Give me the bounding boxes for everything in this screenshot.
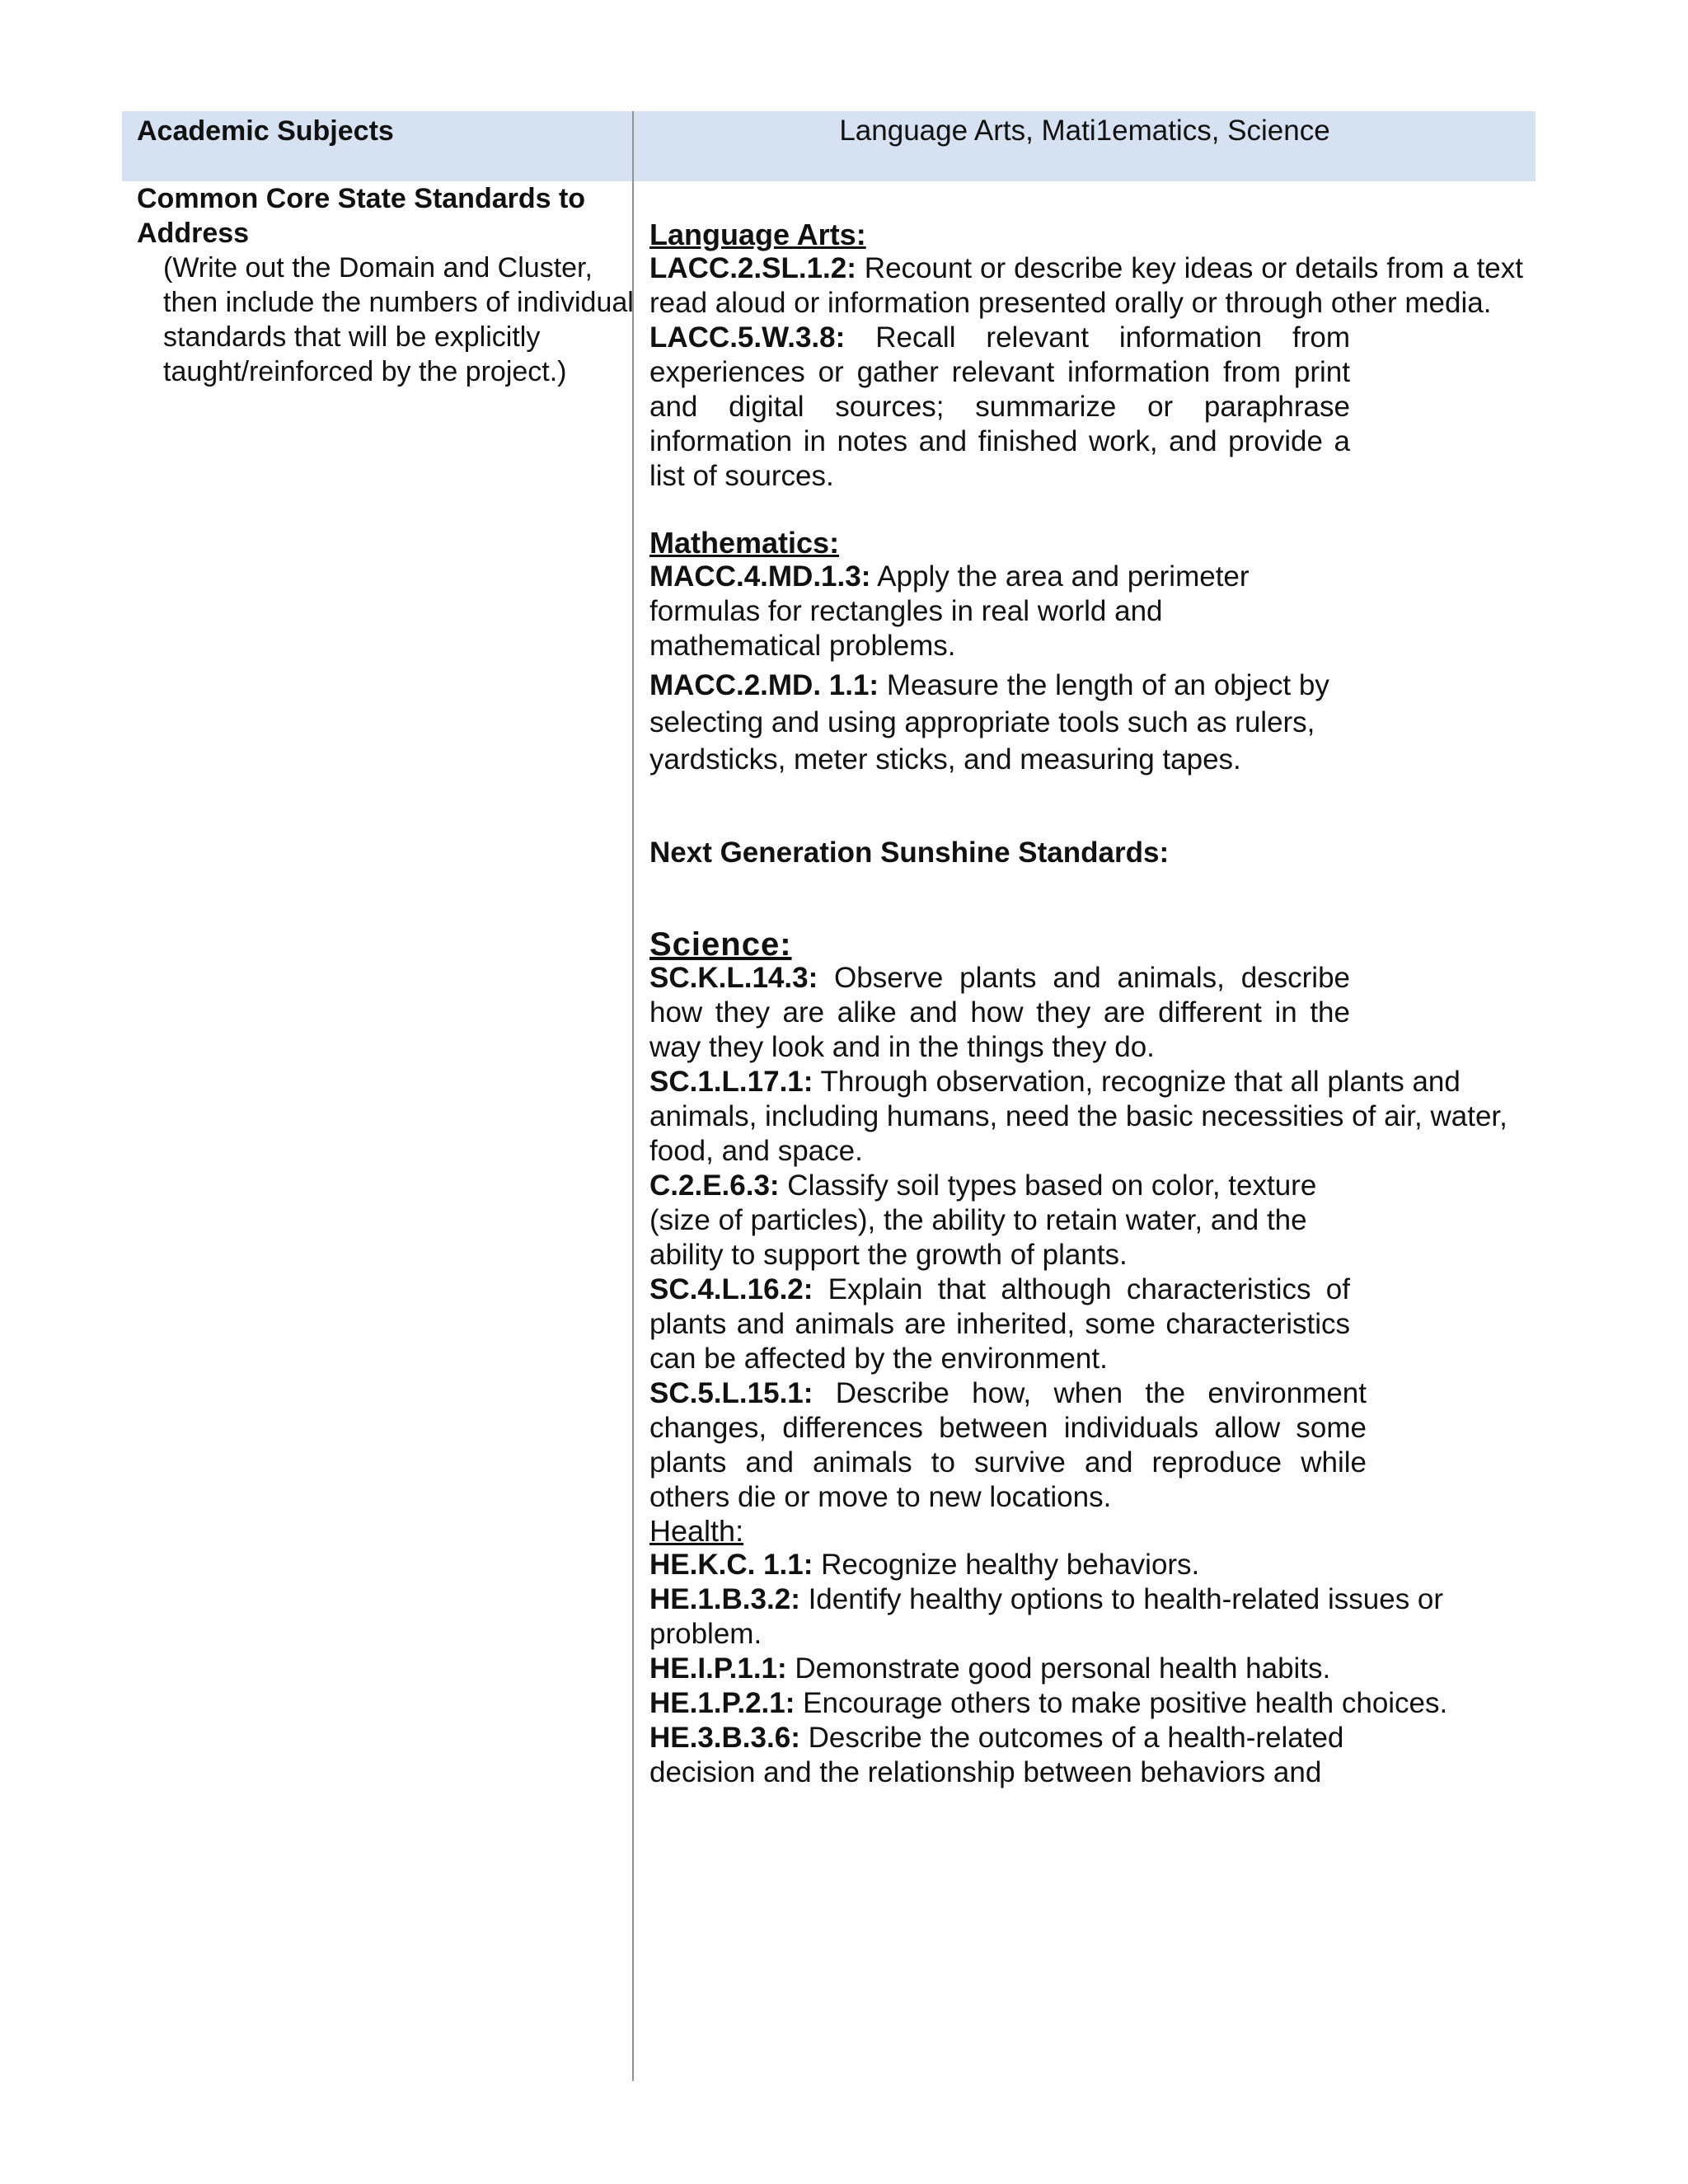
standard-text: Through observation, recognize that all plants and animals, including humans, need the basic necessities of air, water, food, and space.	[649, 1066, 1507, 1167]
standard-code: SC.K.L.14.3:	[649, 962, 818, 994]
standard-item	[649, 560, 1317, 663]
standard-text: Recall relevant information from experiences or gather relevant information from print and digital sources; summarize or paraphrase information in notes and finished work, and provide a list of sources.	[649, 321, 1350, 492]
standard-item	[649, 1721, 1350, 1790]
language-arts-heading: Language Arts:	[649, 218, 866, 251]
standards-content-cell	[649, 218, 1523, 1790]
standard-code: LACC.5.W.3.8:	[649, 321, 846, 354]
standard-text: Demonstrate good personal health habits.	[786, 1652, 1331, 1685]
standard-code: SC.5.L.15.1:	[649, 1377, 814, 1409]
standard-item	[649, 251, 1523, 321]
standard-text: Measure the length of an object by selecting and using appropriate tools such as rulers, yardsticks, meter sticks, and measuring tapes.	[649, 669, 1329, 776]
standard-code: HE.3.B.3.6:	[649, 1722, 800, 1754]
standard-code: HE.1.B.3.2:	[649, 1583, 800, 1615]
standard-text: Identify healthy options to health-related issues or problem.	[649, 1583, 1444, 1650]
standard-text: Observe plants and animals, describe how they are alike and how they are different in the way they look and in the things they do.	[649, 962, 1350, 1063]
standards-label-cell	[137, 181, 634, 389]
standard-code: MACC.4.MD.1.3:	[649, 560, 871, 593]
standard-item	[649, 1272, 1350, 1376]
standard-code: C.2.E.6.3:	[649, 1169, 780, 1202]
ngss-heading: Next Generation Sunshine Standards:	[649, 837, 1170, 869]
column-divider	[632, 111, 634, 2081]
standard-code: HE.1.P.2.1:	[649, 1687, 795, 1719]
standard-text: Recount or describe key ideas or details from a text read aloud or information presented orally or through other media.	[649, 252, 1523, 319]
standard-text: Describe how, when the environment changes, differences between individuals allow some plants and animals to survive and reproduce while others die or move to new locations.	[649, 1377, 1367, 1513]
standard-item	[649, 1548, 1523, 1582]
standard-item	[649, 1686, 1523, 1721]
standard-code: HE.I.P.1.1:	[649, 1652, 787, 1685]
standard-code: SC.1.L.17.1:	[649, 1066, 814, 1098]
standard-text: Explain that although characteristics of plants and animals are inherited, some characteristics can be affected by the environment.	[649, 1273, 1350, 1375]
science-heading: Science:	[649, 926, 792, 963]
standard-text: Recognize healthy behaviors.	[813, 1549, 1200, 1581]
standard-item	[649, 1582, 1523, 1652]
standard-item	[649, 321, 1350, 494]
standard-code: LACC.2.SL.1.2:	[649, 252, 856, 284]
standard-item	[649, 1065, 1523, 1169]
standard-text: Classify soil types based on color, texture (size of particles), the ability to retain water, and the ability to support the growth of plants.	[649, 1169, 1317, 1271]
standard-item	[649, 1169, 1317, 1272]
standard-code: HE.K.C. 1.1:	[649, 1549, 814, 1581]
mathematics-heading: Mathematics:	[649, 526, 840, 560]
standards-label-note: (Write out the Domain and Cluster, then include the numbers of individual standards that will be explicitly taught/reinforced by the project.)	[163, 252, 634, 387]
standard-item	[649, 1652, 1523, 1686]
standard-item	[649, 961, 1350, 1065]
standard-text: Encourage others to make positive health choices.	[795, 1687, 1448, 1719]
health-heading: Health:	[649, 1514, 744, 1548]
standard-item	[649, 1376, 1367, 1515]
standards-label-title: Common Core State Standards to Address	[137, 183, 586, 249]
standard-text: Apply the area and perimeter formulas for rectangles in real world and mathematical problems.	[649, 560, 1250, 662]
standard-code: SC.4.L.16.2:	[649, 1273, 814, 1305]
academic-subjects-value: Language Arts, Mati1ematics, Science	[839, 115, 1330, 147]
standard-code: MACC.2.MD. 1.1:	[649, 669, 879, 701]
academic-subjects-label: Academic Subjects	[137, 115, 394, 147]
standard-text: Describe the outcomes of a health-related decision and the relationship between behaviors and	[649, 1722, 1344, 1788]
standard-item	[649, 667, 1367, 778]
